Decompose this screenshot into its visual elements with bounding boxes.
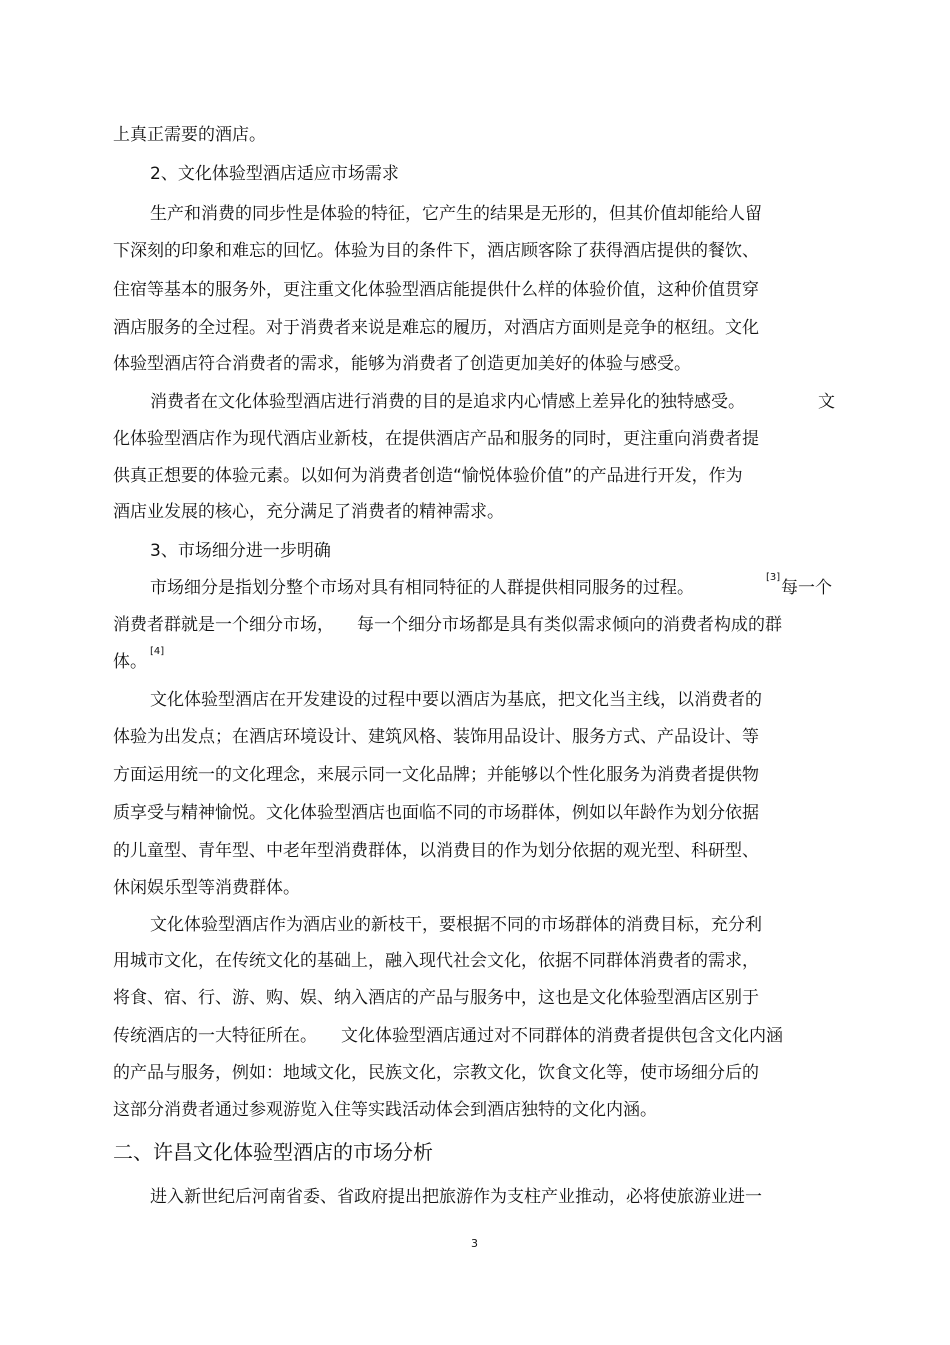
body-line: 的儿童型、青年型、中老年型消费群体，以消费目的作为划分依据的观光型、科研型、 bbox=[113, 841, 759, 861]
body-line: 休闲娱乐型等消费群体。 bbox=[113, 878, 300, 898]
body-line: 供真正想要的体验元素。以如何为消费者创造“愉悦体验价值”的产品进行开发，作为 bbox=[113, 466, 743, 486]
body-line: 将食、宿、行、游、购、娱、纳入酒店的产品与服务中，这也是文化体验型酒店区别于 bbox=[113, 988, 759, 1008]
citation-marker: [4] bbox=[150, 646, 165, 657]
body-line: 用城市文化，在传统文化的基础上，融入现代社会文化，依据不同群体消费者的需求， bbox=[113, 951, 759, 971]
body-line: 酒店服务的全过程。对于消费者来说是难忘的履历，对酒店方面则是竞争的枢纽。文化 bbox=[113, 318, 759, 338]
body-line: 文化体验型酒店作为酒店业的新枝干，要根据不同的市场群体的消费目标，充分利 bbox=[150, 915, 762, 935]
body-line: 酒店业发展的核心，充分满足了消费者的精神需求。 bbox=[113, 502, 504, 522]
subsection-heading: 2、文化体验型酒店适应市场需求 bbox=[150, 164, 399, 184]
body-line: 市场细分是指划分整个市场对具有相同特征的人群提供相同服务的过程。 bbox=[150, 578, 694, 598]
body-line: 文化体验型酒店通过对不同群体的消费者提供包含文化内涵 bbox=[341, 1026, 783, 1046]
body-line: 进入新世纪后河南省委、省政府提出把旅游作为支柱产业推动，必将使旅游业进一 bbox=[150, 1187, 762, 1207]
citation-marker: [3] bbox=[766, 572, 781, 583]
body-line: 文化体验型酒店在开发建设的过程中要以酒店为基底，把文化当主线，以消费者的 bbox=[150, 690, 762, 710]
body-line: 消费者群就是一个细分市场， bbox=[113, 615, 334, 635]
body-line: 化体验型酒店作为现代酒店业新枝，在提供酒店产品和服务的同时，更注重向消费者提 bbox=[113, 429, 759, 449]
body-line: 质享受与精神愉悦。文化体验型酒店也面临不同的市场群体，例如以年龄作为划分依据 bbox=[113, 803, 759, 823]
body-line: 的产品与服务，例如：地域文化，民族文化，宗教文化，饮食文化等，使市场细分后的 bbox=[113, 1063, 759, 1083]
subsection-heading: 3、市场细分进一步明确 bbox=[150, 541, 331, 561]
body-line: 生产和消费的同步性是体验的特征，它产生的结果是无形的，但其价值却能给人留 bbox=[150, 204, 762, 224]
body-line: 体。 bbox=[113, 652, 147, 672]
body-line: 住宿等基本的服务外，更注重文化体验型酒店能提供什么样的体验价值，这种价值贯穿 bbox=[113, 280, 759, 300]
body-line: 下深刻的印象和难忘的回忆。体验为目的条件下，酒店顾客除了获得酒店提供的餐饮、 bbox=[113, 241, 759, 261]
body-line: 体验为出发点；在酒店环境设计、建筑风格、装饰用品设计、服务方式、产品设计、等 bbox=[113, 727, 759, 747]
body-line: 这部分消费者通过参观游览入住等实践活动体会到酒店独特的文化内涵。 bbox=[113, 1100, 657, 1120]
body-line: 体验型酒店符合消费者的需求，能够为消费者了创造更加美好的体验与感受。 bbox=[113, 354, 691, 374]
body-line: 每一个细分市场都是具有类似需求倾向的消费者构成的群 bbox=[357, 615, 782, 635]
body-line: 每一个 bbox=[781, 578, 832, 598]
body-line: 传统酒店的一大特征所在。 bbox=[113, 1026, 317, 1046]
body-line: 文 bbox=[818, 392, 835, 412]
body-line: 上真正需要的酒店。 bbox=[113, 125, 266, 145]
body-line: 消费者在文化体验型酒店进行消费的目的是追求内心情感上差异化的独特感受。 bbox=[150, 392, 745, 412]
body-line: 方面运用统一的文化理念，来展示同一文化品牌；并能够以个性化服务为消费者提供物 bbox=[113, 765, 759, 785]
section-heading: 二、许昌文化体验型酒店的市场分析 bbox=[113, 1140, 433, 1164]
page-number: 3 bbox=[471, 1237, 478, 1250]
